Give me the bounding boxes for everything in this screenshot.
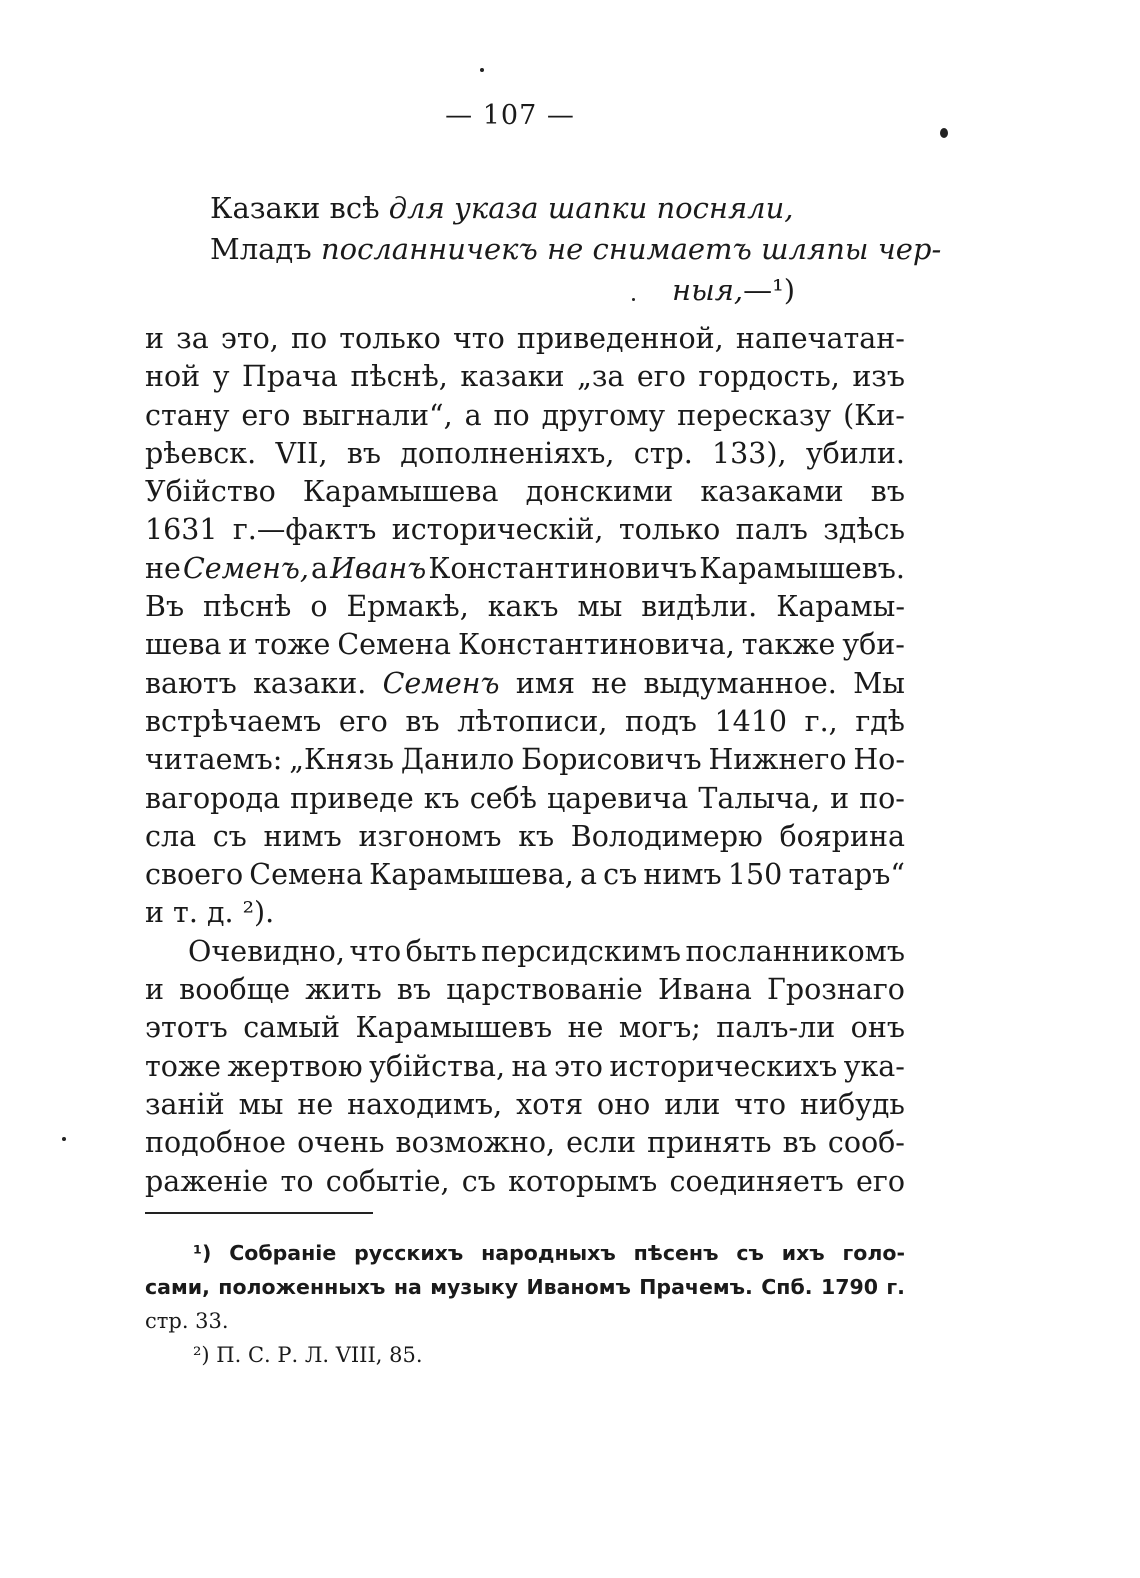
print-speck — [632, 298, 635, 301]
text-line — [145, 511, 905, 549]
word: видѣли. — [641, 590, 758, 624]
word: сла — [145, 819, 197, 853]
word: „за — [577, 360, 625, 394]
word: посланникомъ — [685, 934, 905, 968]
word: событіе, — [325, 1164, 450, 1198]
word: какъ — [487, 590, 559, 624]
word: его — [856, 1164, 905, 1198]
verse-text: Казаки всѣ — [210, 191, 389, 225]
word: нимъ — [263, 819, 342, 853]
footnote-word: на — [393, 1275, 422, 1299]
footnote-word: съ — [736, 1241, 764, 1265]
print-speck — [480, 68, 484, 72]
text-line — [145, 1163, 905, 1201]
word: находимъ, — [347, 1087, 503, 1121]
footnote-ref: —¹) — [743, 273, 796, 307]
word: что — [349, 934, 402, 968]
text-line — [145, 397, 905, 435]
word: (Ки- — [843, 398, 905, 432]
footnote-word: положенныхъ — [218, 1275, 386, 1299]
word: съ — [212, 819, 247, 853]
word: пѣснѣ, — [350, 360, 448, 394]
word: казаками — [700, 475, 844, 509]
word: убили. — [805, 436, 905, 470]
word: Убійство — [145, 475, 276, 509]
word: а — [579, 858, 597, 892]
footnote-word: народныхъ — [481, 1241, 616, 1265]
word: подъ — [625, 704, 697, 738]
word: только — [618, 513, 721, 547]
word: Семенъ — [382, 666, 500, 700]
word: возможно, — [395, 1126, 556, 1160]
word: и — [145, 322, 164, 355]
verse-quote — [210, 188, 942, 311]
word: у — [212, 360, 230, 394]
word: нимъ — [643, 858, 722, 892]
word: изъ — [852, 360, 905, 394]
word: гордость, — [698, 360, 840, 394]
text-line — [145, 588, 905, 626]
word: Карамы- — [776, 590, 905, 624]
word: ной — [145, 360, 201, 394]
word: не — [591, 666, 628, 700]
word: заній — [145, 1087, 225, 1121]
word: сооб- — [827, 1126, 905, 1160]
word: палъ — [735, 513, 808, 547]
word: палъ-ли — [716, 1011, 836, 1045]
text-line — [145, 741, 905, 779]
word: татаръ“ — [788, 858, 905, 892]
text-line — [145, 703, 905, 741]
footnote-word: сами, — [145, 1275, 210, 1299]
text-line — [145, 358, 905, 396]
word: ука- — [843, 1049, 905, 1083]
word: съ — [603, 858, 638, 892]
footnote-word: Собраніе — [229, 1241, 337, 1265]
word: стану — [145, 398, 230, 432]
verse-text-italic: для указа шапки посняли, — [388, 191, 794, 225]
word: жертвою — [227, 1049, 363, 1083]
text-line — [145, 856, 905, 894]
verse-text-italic: посланничекъ не снимаетъ шляпы чер- — [320, 232, 942, 266]
word: если — [566, 1126, 637, 1160]
word: своего — [145, 858, 244, 892]
footnote-line — [145, 1304, 905, 1338]
word: Семена — [337, 628, 452, 662]
word: тоже — [145, 1049, 222, 1083]
word: „Князь — [289, 743, 395, 777]
word: выгнали“, — [302, 398, 453, 432]
word: ваютъ — [145, 666, 237, 700]
word: за — [176, 322, 209, 355]
footnote-word: Прачемъ. — [639, 1275, 753, 1299]
word: Семена — [249, 858, 363, 892]
word: онъ — [850, 1011, 905, 1045]
footnote-divider — [145, 1212, 373, 1214]
verse-text-italic: ныя, — [672, 273, 744, 307]
word: Ивана — [657, 973, 752, 1007]
word: выдуманное. — [643, 666, 837, 700]
word: донскими — [525, 475, 674, 509]
text-line — [145, 1124, 905, 1162]
footnote-line — [145, 1338, 905, 1372]
word: Борисовичъ — [521, 743, 702, 777]
word: приведе — [290, 781, 414, 815]
word: шева — [145, 628, 222, 662]
word: по — [493, 398, 530, 432]
word: въ — [782, 1126, 817, 1160]
word: Данило — [400, 743, 515, 777]
word: на — [511, 1049, 548, 1083]
word: въ — [405, 704, 440, 738]
body-text — [145, 320, 905, 1201]
word: что — [452, 322, 505, 355]
footnote-word: 1790 — [820, 1275, 878, 1299]
word: и — [228, 628, 248, 662]
word: здѣсь — [823, 513, 905, 547]
word: читаемъ: — [145, 743, 283, 777]
word: могъ; — [618, 1011, 701, 1045]
footnote-word: стр. 33. — [145, 1309, 229, 1333]
text-line — [145, 435, 905, 473]
verse-line — [210, 229, 942, 270]
word: этотъ — [145, 1011, 228, 1045]
word: не — [145, 551, 181, 585]
word: г.—фактъ — [232, 513, 377, 547]
word: и т. д. ²). — [145, 896, 275, 930]
word: убійства, — [369, 1049, 506, 1083]
word: имя — [515, 666, 575, 700]
verse-line — [210, 270, 910, 311]
text-line — [145, 550, 905, 588]
word: царствованіе — [446, 973, 643, 1007]
verse-text: Младъ — [210, 232, 321, 266]
word: Карамышевъ — [355, 1011, 553, 1045]
text-line — [145, 1086, 905, 1124]
word: а — [464, 398, 482, 432]
word: Очевидно, — [188, 934, 345, 968]
text-line — [145, 818, 905, 856]
word: 133), — [712, 436, 787, 470]
word: Мы — [853, 666, 905, 700]
text-line — [145, 1009, 905, 1047]
word: себѣ — [469, 781, 537, 815]
word: къ — [423, 781, 460, 815]
text-line — [145, 894, 905, 932]
word: Но- — [853, 743, 905, 777]
word: или — [664, 1087, 721, 1121]
word: вообще — [179, 973, 291, 1007]
word: пересказу — [677, 398, 832, 432]
text-line — [145, 971, 905, 1009]
word: изгономъ — [358, 819, 502, 853]
word: которымъ — [508, 1164, 658, 1198]
word: Грознаго — [767, 973, 905, 1007]
footnote-word: Спб. — [761, 1275, 813, 1299]
word: рѣевск. — [145, 436, 257, 470]
word: въ — [346, 436, 382, 470]
footnote-word: Иваномъ — [526, 1275, 631, 1299]
word: соединяетъ — [669, 1164, 844, 1198]
word: встрѣчаемъ — [145, 704, 322, 738]
word: Въ — [145, 590, 185, 624]
footnotes — [145, 1236, 905, 1372]
word: Иванъ — [330, 551, 427, 585]
footnote-word: ихъ — [781, 1241, 825, 1265]
word: это, — [220, 322, 279, 355]
word: тоже — [254, 628, 331, 662]
word: историческихъ — [609, 1049, 838, 1083]
word: дополненіяхъ, — [400, 436, 615, 470]
word: раженіе — [145, 1164, 269, 1198]
word: быть — [405, 934, 477, 968]
word: его — [241, 398, 291, 432]
text-line — [145, 1048, 905, 1086]
footnote-word: музыку — [430, 1275, 519, 1299]
word: Карамышева — [302, 475, 499, 509]
word: Володимерю — [570, 819, 763, 853]
word: въ — [396, 973, 432, 1007]
word: казаки. — [253, 666, 367, 700]
word: это — [554, 1049, 603, 1083]
footnote-word: русскихъ — [354, 1241, 464, 1265]
footnote-word: ²) П. С. Р. Л. VIII, 85. — [193, 1343, 423, 1367]
word: хотя — [516, 1087, 584, 1121]
word: Прача — [242, 360, 338, 394]
word: уби- — [842, 628, 905, 662]
word: о — [310, 590, 328, 624]
word: по — [290, 322, 328, 355]
word: то — [280, 1164, 314, 1198]
word: мы — [577, 590, 623, 624]
word: Константиновича, — [458, 628, 735, 662]
footnote-word: г. — [886, 1275, 905, 1299]
word: персидскимъ — [481, 934, 681, 968]
word: а — [311, 551, 328, 585]
word: Карамышевъ. — [699, 551, 905, 585]
footnote-word: голо- — [842, 1241, 905, 1265]
word: самый — [243, 1011, 341, 1045]
word: и — [830, 781, 850, 815]
word: Нижнего — [708, 743, 847, 777]
word: Карамышева, — [369, 858, 574, 892]
word: 1631 — [145, 513, 218, 547]
footnote-word: пѣсенъ — [633, 1241, 719, 1265]
word: принять — [647, 1126, 772, 1160]
word: лѣтописи, — [457, 704, 608, 738]
word: царевича — [546, 781, 689, 815]
word: VII, — [275, 436, 328, 470]
print-speck — [62, 1137, 66, 1141]
word: мы — [238, 1087, 284, 1121]
text-line — [145, 933, 905, 971]
word: въ — [870, 475, 905, 509]
word: казаки — [460, 360, 565, 394]
word: очень — [297, 1126, 385, 1160]
word: оно — [597, 1087, 651, 1121]
word: его — [338, 704, 388, 738]
word: боярина — [779, 819, 905, 853]
word: не — [567, 1011, 604, 1045]
footnote-word: ¹) — [193, 1241, 212, 1265]
word: Константиновичъ — [428, 551, 698, 585]
text-line — [145, 665, 905, 703]
word: его — [636, 360, 686, 394]
word: стр. — [633, 436, 693, 470]
print-speck — [940, 128, 948, 138]
footnote-line — [145, 1270, 905, 1304]
word: г., — [804, 704, 838, 738]
word: также — [741, 628, 836, 662]
word: приведенной, — [516, 322, 724, 355]
word: вагорода — [145, 781, 281, 815]
text-line — [145, 626, 905, 664]
word: Талыча, — [698, 781, 821, 815]
word: нибудь — [799, 1087, 905, 1121]
word: 150 — [727, 858, 783, 892]
word: пѣснѣ — [203, 590, 292, 624]
verse-line — [210, 188, 910, 229]
word: и — [145, 973, 164, 1007]
word: не — [297, 1087, 334, 1121]
text-line — [145, 780, 905, 818]
word: подобное — [145, 1126, 287, 1160]
word: къ — [518, 819, 555, 853]
word: напечатан- — [735, 322, 905, 355]
word: только — [339, 322, 441, 355]
word: что — [734, 1087, 787, 1121]
word: историческій, — [391, 513, 604, 547]
word: жить — [305, 973, 382, 1007]
word: съ — [461, 1164, 496, 1198]
page-number: — 107 — — [445, 100, 575, 131]
word: по- — [859, 781, 905, 815]
word: другому — [541, 398, 666, 432]
footnote-line — [145, 1236, 905, 1270]
word: Ермакѣ, — [346, 590, 469, 624]
word: 1410 — [714, 704, 788, 738]
word: Семенъ, — [182, 551, 309, 585]
text-line — [145, 473, 905, 511]
word: гдѣ — [855, 704, 905, 738]
text-line — [145, 320, 905, 358]
